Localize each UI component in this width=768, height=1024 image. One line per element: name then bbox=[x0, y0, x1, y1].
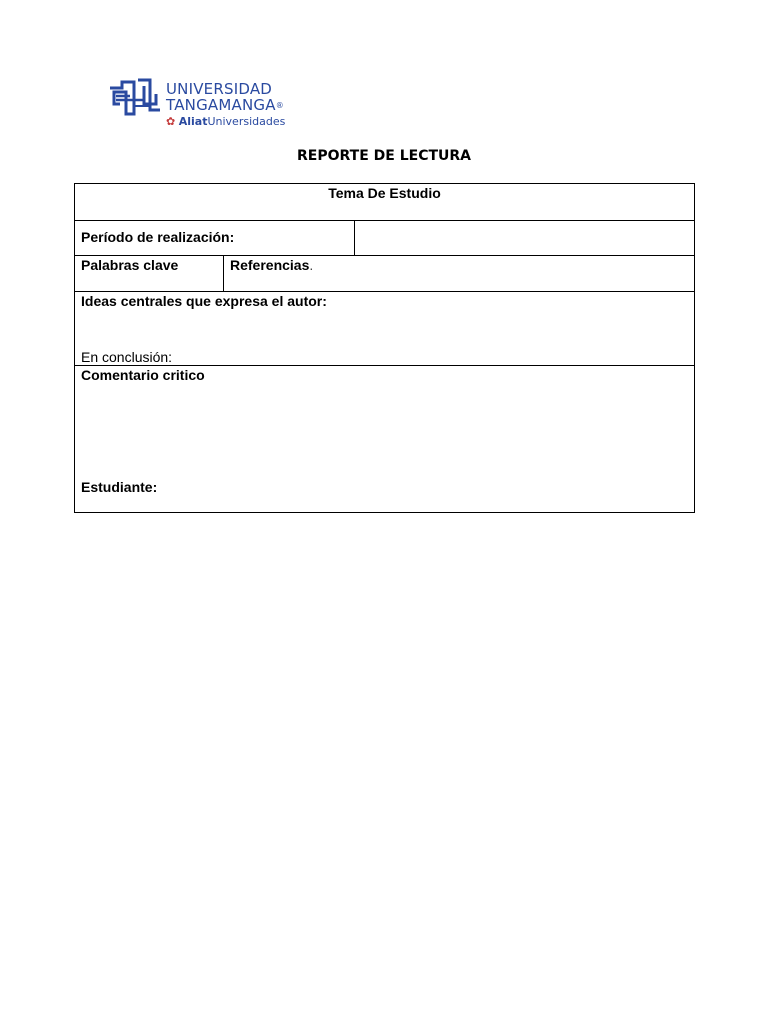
ideas-row[interactable] bbox=[75, 292, 694, 366]
document-title: REPORTE DE LECTURA bbox=[297, 148, 471, 164]
references-label-wrap bbox=[230, 257, 313, 273]
registered-mark: ® bbox=[275, 101, 284, 110]
period-label-cell bbox=[75, 220, 355, 255]
logo-name-text: TANGAMANGA bbox=[166, 96, 276, 114]
logo-university-line: UNIVERSIDAD bbox=[166, 80, 273, 98]
keywords-cell[interactable] bbox=[75, 256, 224, 291]
references-cell[interactable] bbox=[224, 256, 694, 291]
aliat-rest-text: Universidades bbox=[207, 115, 286, 128]
keywords-row bbox=[75, 255, 694, 292]
topic-label: Tema De Estudio bbox=[328, 185, 441, 201]
university-logo bbox=[106, 74, 316, 130]
reading-report-form bbox=[74, 183, 695, 513]
topic-row bbox=[75, 184, 694, 221]
conclusion-label: En conclusión: bbox=[81, 349, 173, 365]
period-label: Período de realización: bbox=[81, 229, 235, 245]
aliat-flower-icon: ✿ bbox=[166, 115, 176, 128]
student-label: Estudiante: bbox=[81, 479, 158, 495]
comment-label: Comentario critico bbox=[81, 367, 205, 383]
comment-row[interactable] bbox=[75, 366, 694, 512]
logo-name-line bbox=[166, 96, 284, 114]
period-row bbox=[75, 220, 694, 256]
references-suffix: . bbox=[309, 257, 314, 273]
university-emblem-icon bbox=[106, 74, 164, 122]
aliat-bold-text: Aliat bbox=[178, 115, 208, 128]
references-label: Referencias bbox=[230, 257, 310, 273]
ideas-label: Ideas centrales que expresa el autor: bbox=[81, 293, 327, 309]
period-value-cell[interactable] bbox=[355, 220, 694, 255]
keywords-label: Palabras clave bbox=[81, 257, 179, 273]
logo-aliat-line bbox=[166, 115, 285, 128]
